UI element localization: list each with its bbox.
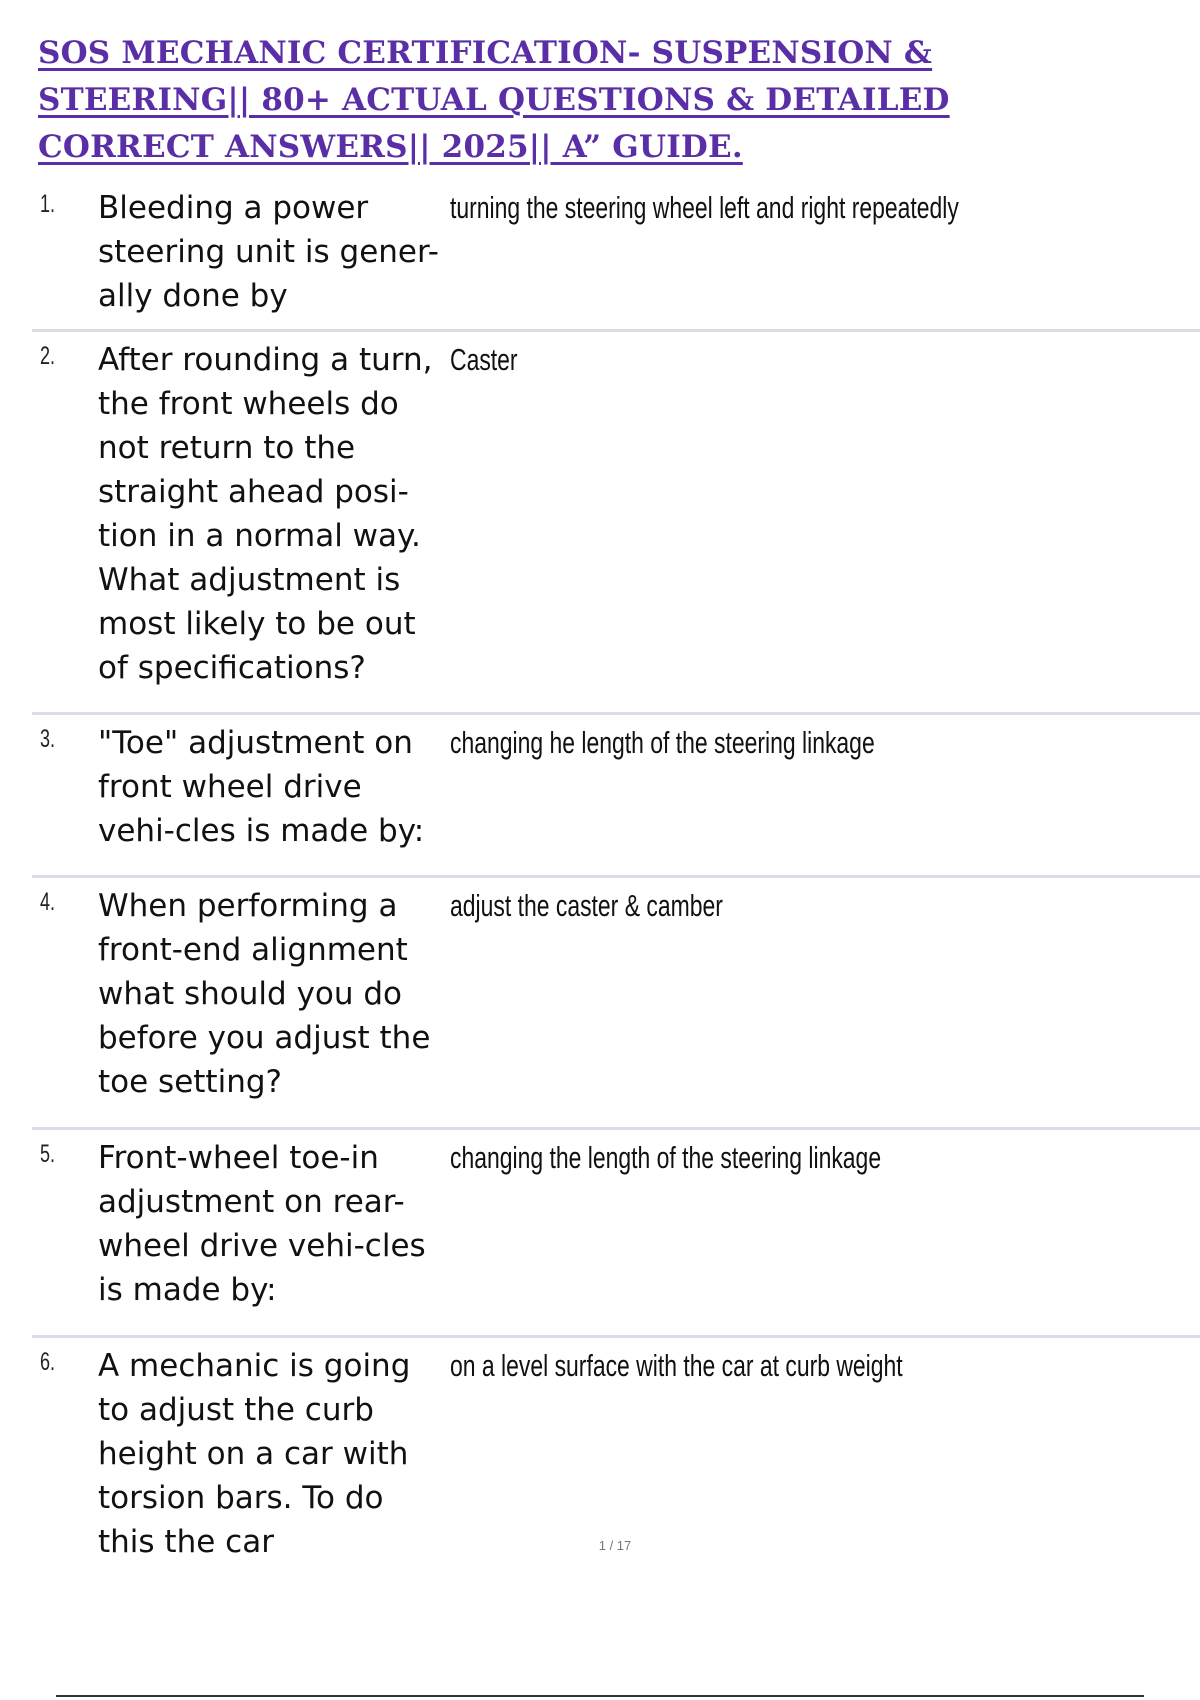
answer-text: changing he length of the steering linkage [450,725,875,760]
question-number: 4. [40,888,56,916]
answer-text: Caster [450,342,518,377]
answer-text: turning the steering wheel left and right repeatedly [450,190,959,225]
qa-item [32,332,1200,715]
qa-item [32,878,1200,1130]
question-number: 1. [40,190,56,218]
question-text: When performing a front-end alignment what should you do before you adjust the toe setting? [98,888,431,1100]
answer-text: adjust the caster & camber [450,888,723,923]
title-line: STEERING|| 80+ ACTUAL QUESTIONS & DETAILED [38,82,950,118]
question-number: 3. [40,725,56,753]
question-text: "Toe" adjustment on front wheel drive vehi-cles is made by: [98,725,425,849]
qa-item [32,1130,1200,1338]
question-number: 6. [40,1348,56,1376]
title-line: SOS MECHANIC CERTIFICATION- SUSPENSION & [38,35,933,71]
question-text: Bleeding a power steering unit is gener-ally done by [98,190,439,314]
page-number: 1 / 17 [598,1538,632,1553]
qa-item [32,180,1200,332]
answer-text: on a level surface with the car at curb weight [450,1348,903,1383]
qa-item [32,715,1200,878]
title-line: CORRECT ANSWERS|| 2025|| A” GUIDE. [38,129,743,165]
question-number: 2. [40,342,56,370]
document-title [38,30,1038,171]
question-text: A mechanic is going to adjust the curb height on a car with torsion bars. To do this the car [98,1348,411,1560]
question-text: Front-wheel toe-in adjustment on rear-wheel drive vehi-cles is made by: [98,1140,426,1308]
footer-divider [56,1695,1144,1697]
answer-text: changing the length of the steering linkage [450,1140,882,1175]
question-number: 5. [40,1140,56,1168]
question-text: After rounding a turn, the front wheels do not return to the straight ahead posi-tion in a normal way. What adjustment is most likely to be out of specifications? [98,342,433,686]
